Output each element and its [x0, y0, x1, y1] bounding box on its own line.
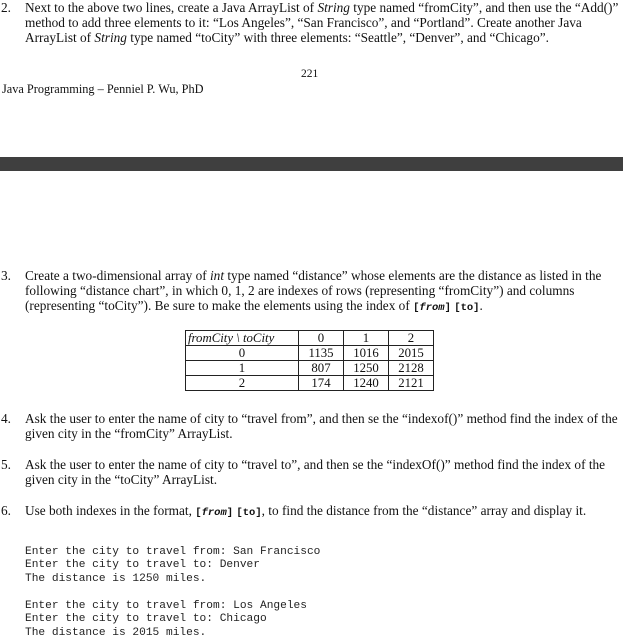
item-line: given city in the “fromCity” ArrayList. [25, 426, 621, 441]
table-row [186, 361, 434, 376]
row-header: 1 [186, 361, 299, 376]
item-number: 6. [1, 503, 11, 518]
item-line: method to add three elements to it: “Los Angeles”, “San Francisco”, and “Portland”. Create another Java [25, 15, 621, 30]
page-number: 221 [301, 67, 318, 82]
item-text [25, 0, 621, 45]
item-line: ArrayList of String type named “toCity” with three elements: “Seattle”, “Denver”, and “Chicago”. [25, 30, 621, 45]
sample-output-1 [25, 532, 320, 586]
table-cell: 2015 [389, 346, 434, 361]
table-row [186, 346, 434, 361]
item-number: 5. [1, 457, 11, 472]
output-line: Enter the city to travel to: Denver [25, 559, 320, 573]
table-cell: 807 [299, 361, 344, 376]
row-header: 2 [186, 376, 299, 391]
distance-table [185, 330, 434, 391]
item-text [25, 411, 621, 441]
code-from: [from] [195, 507, 233, 519]
code-to: [to] [236, 507, 261, 519]
item-line: Ask the user to enter the name of city to “travel from”, and then se the “indexof()” method find the index of the [25, 411, 621, 426]
output-line: Enter the city to travel from: San Francisco [25, 546, 320, 560]
table-cell: 1135 [299, 346, 344, 361]
output-line: The distance is 1250 miles. [25, 573, 320, 587]
item-number: 3. [1, 268, 11, 283]
table-header-row [186, 331, 434, 346]
table-cell: 2121 [389, 376, 434, 391]
table-cell: 1250 [344, 361, 389, 376]
column-header: 2 [389, 331, 434, 346]
item-number: 4. [1, 411, 11, 426]
item-number: 2. [1, 0, 11, 15]
item-line: Next to the above two lines, create a Java ArrayList of String type named “fromCity”, and then use the “Add()” [25, 0, 621, 15]
item-line: Ask the user to enter the name of city to “travel to”, and then se the “indexOf()” method find the index of the [25, 457, 621, 472]
column-header: 1 [344, 331, 389, 346]
table-cell: 1240 [344, 376, 389, 391]
item-line: following “distance chart”, in which 0, 1, 2 are indexes of rows (representing “fromCity”) and columns [25, 283, 621, 298]
item-text [25, 457, 621, 487]
page-footer: Java Programming – Penniel P. Wu, PhD [2, 82, 204, 97]
output-line: Enter the city to travel to: Chicago [25, 613, 307, 627]
page-divider [0, 157, 623, 171]
item-line: (representing “toCity”). Be sure to make the elements using the index of [from] [to]. [25, 298, 621, 316]
item-text [25, 503, 621, 521]
item-text [25, 268, 621, 316]
item-line: Create a two-dimensional array of int type named “distance” whose elements are the distance as listed in the [25, 268, 621, 283]
column-header: 0 [299, 331, 344, 346]
table-cell: 174 [299, 376, 344, 391]
output-line: Enter the city to travel from: Los Angeles [25, 600, 307, 614]
code-from: [from] [413, 302, 451, 314]
sample-output-2 [25, 586, 307, 640]
table-cell: 2128 [389, 361, 434, 376]
item-line: given city in the “toCity” ArrayList. [25, 472, 621, 487]
table-row [186, 376, 434, 391]
output-line: The distance is 2015 miles. [25, 627, 307, 640]
table-cell: 1016 [344, 346, 389, 361]
table-header-label: fromCity \ toCity [186, 331, 299, 346]
item-line: Use both indexes in the format, [from] [to], to find the distance from the “distance” array and display it. [25, 503, 621, 521]
row-header: 0 [186, 346, 299, 361]
code-to: [to] [454, 302, 479, 314]
